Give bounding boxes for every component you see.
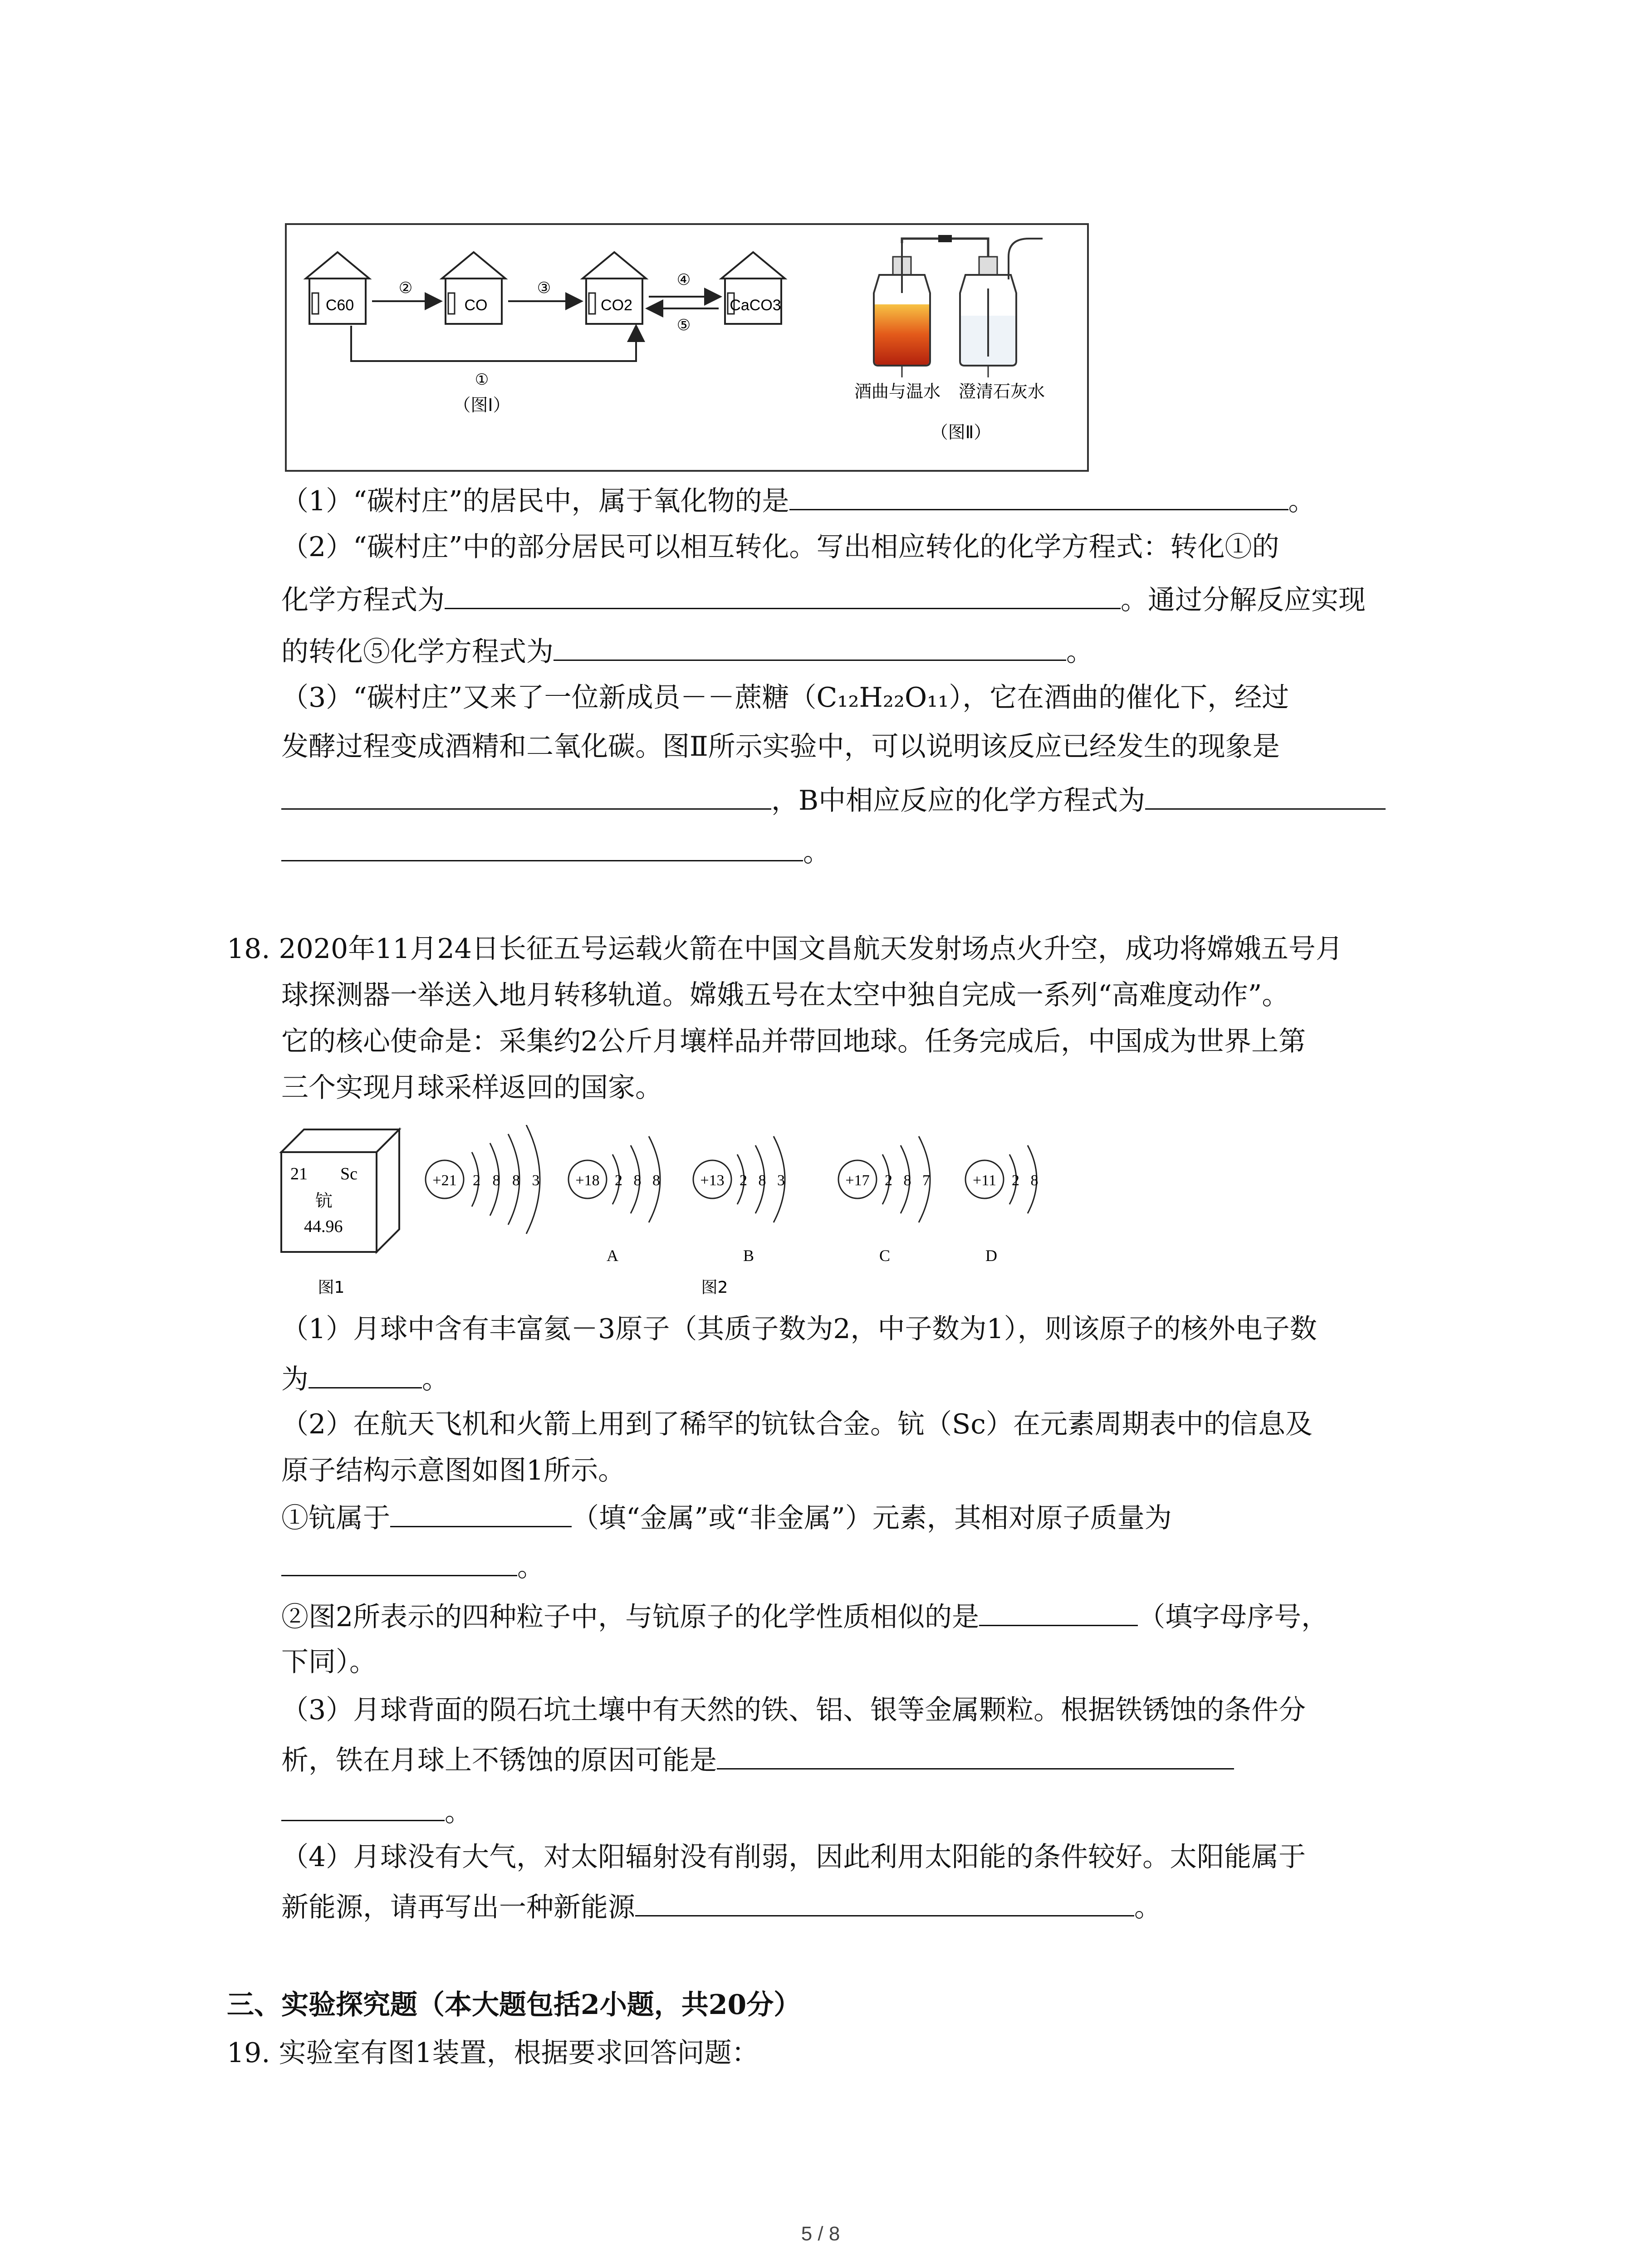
q17-part3-line4 <box>281 832 830 871</box>
house-label-co2: CO2 <box>601 297 632 314</box>
q17-p2-end: 。 <box>1066 636 1093 668</box>
q17-part3-line2 <box>281 728 1280 766</box>
house-label-c60: C60 <box>325 297 354 314</box>
answer-blank-equation-5[interactable] <box>554 631 1066 661</box>
q17-p2-text: （2）“碳村庄”中的部分居民可以相互转化。写出相应转化的化学方程式：转化①的 <box>281 531 1279 563</box>
nucleus-d: +11 <box>973 1172 996 1189</box>
bottle-b <box>960 239 1043 366</box>
q17-p3-text2: 发酵过程变成酒精和二氧化碳。图Ⅱ所示实验中，可以说明该反应已经发生的现象是 <box>281 731 1280 763</box>
q18-s2-note: （填字母序号， <box>1138 1601 1329 1633</box>
bottle-a-label: 酒曲与温水 <box>854 381 941 401</box>
q18-s2-line6: 下同）。 <box>281 1646 377 1678</box>
carbon-village-diagram <box>287 225 831 470</box>
q18-s3-line1: （3）月球背面的陨石坑土壤中有天然的铁、铝、银等金属颗粒。根据铁锈蚀的条件分 <box>281 1694 1306 1726</box>
nucleus-a: +18 <box>575 1172 600 1189</box>
page-number: 5 / 8 <box>801 2223 840 2245</box>
arrow-label-4: ④ <box>676 271 691 288</box>
arrow-1 <box>351 326 636 361</box>
electrons-c: 2 8 7 <box>885 1172 930 1189</box>
element-symbol: Sc <box>340 1164 358 1183</box>
q17-p2-label2: 的转化⑤化学方程式为 <box>281 636 554 668</box>
q17-part3-line1 <box>281 679 1289 717</box>
q17-p2-label: 化学方程式为 <box>281 584 445 616</box>
answer-blank-equation-b-cont[interactable] <box>281 832 803 861</box>
answer-blank-electrons[interactable] <box>309 1359 422 1388</box>
q17-p1-text: （1）“碳村庄”的居民中，属于氧化物的是 <box>281 485 789 517</box>
q18-s1-end: 。 <box>422 1364 449 1395</box>
electrons-sc: 2 8 8 3 <box>473 1172 540 1189</box>
q18-s2-line4 <box>281 1547 544 1586</box>
q18-s2-end: 。 <box>517 1551 544 1583</box>
electrons-b: 2 8 3 <box>740 1172 785 1189</box>
q18-s4-line2 <box>281 1887 1161 1926</box>
fig1-caption: 图1 <box>318 1278 345 1297</box>
label-a: A <box>607 1246 618 1265</box>
q18-line3: 它的核心使命是：采集约2公斤月壤样品并带回地球。任务完成后，中国成为世界上第 <box>281 1026 1306 1057</box>
q18-s2-mid: （填“金属”或“非金属”）元素，其相对原子质量为 <box>572 1502 1172 1534</box>
q18-s2-line5 <box>281 1597 1328 1636</box>
label-d: D <box>985 1246 997 1265</box>
apparatus-diagram <box>829 225 1087 470</box>
q18-s3-line2 <box>281 1740 1234 1779</box>
q17-part2-line1 <box>281 528 1279 566</box>
bottle-b-label: 澄清石灰水 <box>958 381 1045 401</box>
q18-s2-line3 <box>281 1498 1172 1537</box>
arrow-label-5: ⑤ <box>676 317 691 334</box>
atom-a <box>568 1136 660 1265</box>
answer-blank-atomic-mass[interactable] <box>281 1547 517 1576</box>
q18-s3-end: 。 <box>445 1796 472 1828</box>
q17-p3-text: （3）“碳村庄”又来了一位新成员－－蔗糖（C₁₂H₂₂O₁₁），它在酒曲的催化下，经过 <box>281 682 1289 714</box>
q18-s4-end: 。 <box>1134 1892 1161 1923</box>
q18-s2-line2: 原子结构示意图如图1所示。 <box>281 1455 626 1486</box>
answer-blank-metal[interactable] <box>390 1498 572 1527</box>
answer-blank-new-energy[interactable] <box>635 1887 1134 1916</box>
q18-s3-label: 析，铁在月球上不锈蚀的原因可能是 <box>281 1745 717 1776</box>
q17-p1-end: 。 <box>1288 485 1316 517</box>
section3-heading: 三、实验探究题（本大题包括2小题，共20分） <box>227 1989 801 2021</box>
nucleus-sc: +21 <box>432 1172 457 1189</box>
q18-line4: 三个实现月球采样返回的国家。 <box>281 1072 662 1104</box>
bottle-a <box>874 243 930 366</box>
arrow-label-1: ① <box>475 371 489 388</box>
answer-blank-rust-reason[interactable] <box>717 1740 1234 1769</box>
q19-prompt: 19. 实验室有图1装置，根据要求回答问题： <box>227 2037 759 2069</box>
atom-c <box>838 1136 930 1265</box>
figure-fermentation-apparatus <box>829 223 1089 472</box>
fig2-caption: 图2 <box>701 1278 728 1297</box>
q18-s1-line1: （1）月球中含有丰富氦－3原子（其质子数为2，中子数为1），则该原子的核外电子数 <box>281 1313 1317 1345</box>
figure1-caption: （图I） <box>453 395 510 415</box>
q17-p3-end: 。 <box>803 836 830 868</box>
element-mass: 44.96 <box>304 1217 343 1236</box>
q17-part2-line3 <box>281 631 1093 671</box>
house-label-co: CO <box>464 297 488 314</box>
arrow-label-3: ③ <box>537 279 551 297</box>
atom-d <box>965 1145 1038 1265</box>
answer-blank-oxides[interactable] <box>789 481 1288 510</box>
q18-line1: 18. 2020年11月24日长征五号运载火箭在中国文昌航天发射场点火升空，成功将嫦娥五号月 <box>227 933 1343 965</box>
element-number: 21 <box>290 1164 308 1183</box>
atom-b <box>693 1136 785 1265</box>
q17-part3-line3 <box>281 780 1386 820</box>
nucleus-b: +13 <box>700 1172 725 1189</box>
q18-s1-line2 <box>281 1359 449 1398</box>
figure2-caption: （图Ⅱ） <box>931 422 991 442</box>
tube-clamp <box>938 235 952 242</box>
q18-s2-label: ①钪属于 <box>281 1502 390 1534</box>
element-cell-scandium <box>281 1129 399 1252</box>
q18-s1-label: 为 <box>281 1364 309 1395</box>
answer-blank-equation-1[interactable] <box>445 580 1121 609</box>
answer-blank-equation-b[interactable] <box>1145 780 1386 810</box>
q17-p2-mid: 。通过分解反应实现 <box>1121 584 1366 616</box>
element-name: 钪 <box>315 1191 333 1211</box>
q17-part2-line2 <box>281 580 1366 619</box>
q17-part1 <box>281 481 1316 520</box>
q18-s4-label: 新能源，请再写出一种新能源 <box>281 1892 635 1923</box>
q17-p3-label: ，B中相应反应的化学方程式为 <box>771 785 1146 816</box>
answer-blank-rust-reason-cont[interactable] <box>281 1792 445 1821</box>
house-label-caco3: CaCO3 <box>730 297 781 314</box>
nucleus-c: +17 <box>845 1172 870 1189</box>
q18-s3-line3 <box>281 1792 472 1831</box>
arrow-label-2: ② <box>398 279 413 297</box>
figure-carbon-village <box>285 223 833 472</box>
q18-s2-q2: ②图2所表示的四种粒子中，与钪原子的化学性质相似的是 <box>281 1601 980 1633</box>
answer-blank-similar-particle[interactable] <box>979 1597 1138 1626</box>
electrons-a: 2 8 8 <box>615 1172 660 1189</box>
q18-line2: 球探测器一举送入地月转移轨道。嫦娥五号在太空中独自完成一系列“高难度动作”。 <box>281 979 1289 1011</box>
atom-structure-diagrams <box>277 1125 1093 1306</box>
label-c: C <box>879 1246 891 1265</box>
q18-figures <box>277 1125 1093 1306</box>
label-b: B <box>743 1246 754 1265</box>
atom-scandium <box>426 1125 540 1234</box>
electrons-d: 2 8 <box>1012 1172 1038 1189</box>
q18-s2-line1: （2）在航天飞机和火箭上用到了稀罕的钪钛合金。钪（Sc）在元素周期表中的信息及 <box>281 1408 1313 1440</box>
q18-s4-line1: （4）月球没有大气，对太阳辐射没有削弱，因此利用太阳能的条件较好。太阳能属于 <box>281 1841 1306 1873</box>
answer-blank-phenomenon[interactable] <box>281 780 771 810</box>
